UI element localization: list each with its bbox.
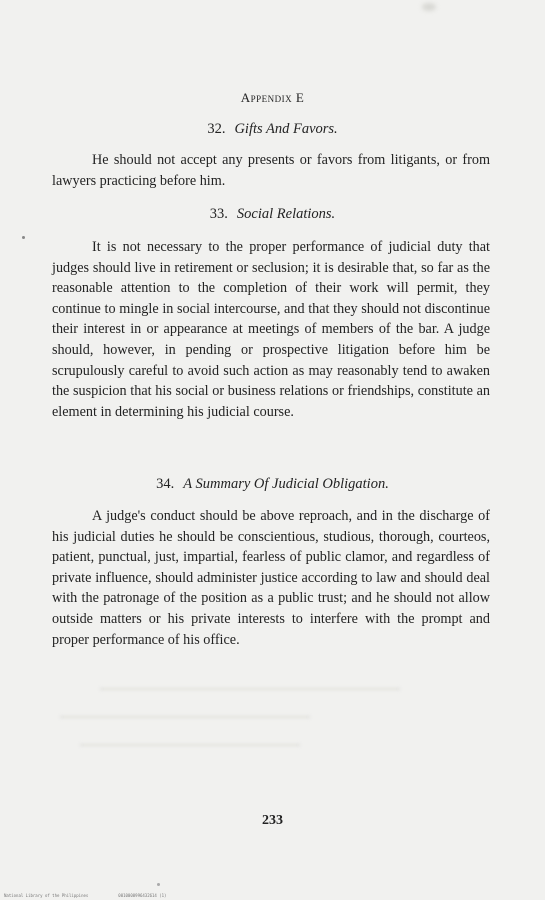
show-through-mark	[80, 744, 300, 746]
paper-smudge	[422, 3, 436, 11]
section-body-34: A judge's conduct should be above reproach, and in the discharge of his judicial duties he should be conscientious, studious, thorough, courteos, patient, punctual, just, impartial, fearless of public clamor, and regardless of private influence, should administer justice according to law and should deal with the patronage of the position as a public trust; and he should not allow outside matters or his private interests to interfere with the prompt and proper performance of his office.	[52, 508, 490, 648]
scan-footer	[4, 893, 196, 898]
paper-speck	[157, 883, 160, 886]
section-heading-33	[0, 206, 545, 223]
section-heading-32	[0, 121, 545, 138]
show-through-mark	[100, 688, 400, 690]
section-number: 32.	[207, 121, 226, 137]
page-number: 233	[262, 813, 283, 828]
paper-speck	[22, 236, 25, 239]
section-body-33: It is not necessary to the proper performance of judicial duty that judges should live in retirement or seclusion; it is desirable that, so far as the reasonable attention to the completion of their work will permit, they continue to mingle in social intercourse, and that they should not discontinue their interest in or appearance at meetings of members of the bar. A judge should, however, in pending or prospective litigation before him be scrupulously careful to avoid such action as may reasonably tend to awaken the suspicion that his social or business relations or friendships, constitute an element in determining his judicial course.	[52, 239, 490, 420]
section-title: A Summary Of Judicial Obligation.	[183, 476, 389, 492]
section-title: Social Relations.	[236, 206, 336, 222]
section-heading-34	[0, 476, 545, 493]
footer-library: National Library of the Philippines	[4, 893, 89, 898]
section-body-32: He should not accept any presents or favors from litigants, or from lawyers practicing before him.	[52, 152, 490, 189]
footer-code: 0010000996432614 (1)	[118, 893, 167, 898]
section-number: 33.	[209, 206, 228, 222]
section-title: Gifts And Favors.	[234, 121, 338, 137]
section-number: 34.	[156, 476, 175, 492]
running-head: Appendix E	[240, 90, 305, 105]
show-through-mark	[60, 716, 310, 718]
